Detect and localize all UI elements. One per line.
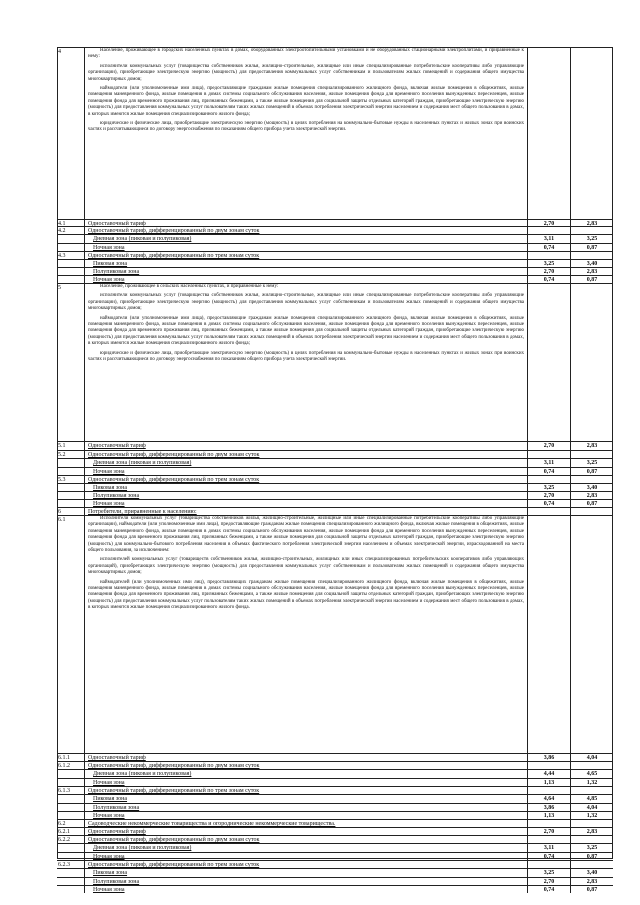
tariff-value-period-2: 2,83 (570, 442, 613, 450)
description-paragraph: Исполнители коммунальных услуг (товарищества собственников жилья, жилищно-строительные, жилищные или иные специализированные потребительские кооперативы либо управляющие организации), наймодатели (или уполномоченные ими лица), предоставляющие гражданам жилые помещения специализированного жилищного фонда, включая жилые помещения в общежитиях, жилые помещения маневренного фонда, жилые помещения в домах системы социального обслуживания населения, жилые помещения фонда для временного поселения вынужденных переселенцев, жилые помещения фонда для временного проживания лиц, признанных беженцами, а также жилые помещения для социальной защиты отдельных категорий граждан, приобретающие электрическую энергию (мощность) для коммунально-бытового потребления населения в объемах фактического потребления электрической энергии населением и объемах электрической энергии, израсходованной на места общего пользования, за исключением: (88, 516, 524, 554)
tariff-value-period-1: 3,25 (527, 869, 570, 877)
tariff-value-period-1: 2,70 (527, 878, 570, 885)
row-label-text: Одноставочный тариф, дифференцированный по двум зонам суток (88, 837, 260, 843)
tariff-value-period-1: 3,11 (527, 459, 570, 467)
row-number: 4 (57, 48, 85, 219)
row-label (85, 878, 527, 885)
row-description (85, 516, 527, 753)
table-row (57, 47, 613, 219)
tariff-value-period-2 (570, 284, 613, 441)
row-label (85, 500, 527, 507)
tariff-value-period-2 (570, 252, 613, 259)
row-label-text: Полупиковая зона (93, 805, 140, 811)
row-label (85, 770, 527, 778)
row-number: 6.2.3 (57, 861, 85, 868)
row-label (85, 754, 527, 761)
row-number (57, 770, 85, 778)
row-label-text: Ночная зона (93, 780, 125, 786)
row-number (57, 484, 85, 491)
table-row (57, 827, 613, 835)
row-label (85, 459, 527, 467)
row-label-text: Одноставочный тариф, дифференцированный по двум зонам суток (88, 763, 260, 769)
tariff-value-period-2: 0,87 (570, 853, 613, 860)
table-row (57, 251, 613, 259)
row-number: 4.2 (57, 227, 85, 234)
tariff-value-period-2 (570, 861, 613, 868)
row-number (57, 500, 85, 507)
table-row (57, 283, 613, 441)
table-row (57, 761, 613, 769)
row-number (57, 853, 85, 860)
row-number (57, 779, 85, 786)
description-paragraph: юридические и физические лица, приобретающие электрическую энергию (мощность) в целях потребления на коммунально-бытовые нужды в населенных пунктах и жилых зонах при воинских частях и рассчитывающиеся по договору энергоснабжения по показаниям общего прибора учета электрической энергии. (88, 121, 524, 133)
row-number: 6.2 (57, 820, 85, 827)
tariff-value-period-2 (570, 508, 613, 515)
tariff-value-period-2 (570, 820, 613, 827)
row-label (85, 468, 527, 475)
description-paragraph: наймодатели (или уполномоченные ими лица), предоставляющие гражданам жилые помещения специализированного жилищного фонда, включая жилые помещения в общежитиях, жилые помещения маневренного фонда, жилые помещения в домах системы социального обслуживания населения, жилые помещения фонда для временного поселения вынужденных переселенцев, жилые помещения фонда для временного проживания лиц, признанных беженцами, а также жилые помещения для социальной защиты отдельных категорий граждан, приобретающие электрическую энергию (мощность) для предоставления коммунальных услуг пользователям таких жилых помещений в объемах потребления электрической энергии населением и содержания мест общего пользования в домах, в которых имеются жилые помещения специализированного жилого фонда; (88, 315, 524, 347)
row-label (85, 861, 527, 868)
row-label-text: Пиковая зона (93, 796, 128, 802)
row-label (85, 492, 527, 499)
tariff-value-period-1 (527, 762, 570, 769)
row-number: 6.1.2 (57, 762, 85, 769)
row-label-text: Одноставочный тариф (88, 829, 146, 835)
tariff-value-period-1 (527, 820, 570, 827)
table-row (57, 769, 613, 778)
tariff-value-period-2: 4,04 (570, 804, 613, 811)
row-label-text: Ночная зона (93, 887, 125, 893)
table-row (57, 507, 613, 515)
tariff-value-period-2 (570, 227, 613, 234)
description-paragraph: Население, проживающее в городских населенных пунктах в домах, оборудованных электроотопительными установками и не оборудованных стационарными электроплитами, и приравненные к нему: (88, 48, 524, 60)
row-description (85, 48, 527, 219)
row-label (85, 828, 527, 835)
row-label (85, 779, 527, 786)
row-label (85, 235, 527, 243)
row-number: 6 (57, 508, 85, 515)
tariff-value-period-1 (527, 451, 570, 458)
row-number: 4.3 (57, 252, 85, 259)
row-number (57, 268, 85, 275)
row-label-text: Ночная зона (93, 245, 125, 251)
table-row (57, 819, 613, 827)
tariff-value-period-2 (570, 516, 613, 753)
row-number (57, 804, 85, 811)
tariff-value-period-1 (527, 476, 570, 483)
tariff-value-period-2: 3,40 (570, 484, 613, 491)
row-label (85, 886, 527, 893)
row-number: 6.2.1 (57, 828, 85, 835)
row-label-text: Ночная зона (93, 469, 125, 475)
row-label-text: Дневная зона (пиковая и полупиковая) (93, 236, 192, 242)
tariff-value-period-1: 3,11 (527, 844, 570, 852)
table-row (57, 259, 613, 267)
row-label-text: Одноставочный тариф (88, 755, 146, 761)
row-label (85, 476, 527, 483)
tariff-value-period-1: 0,74 (527, 468, 570, 475)
row-label-text: Одноставочный тариф, дифференцированный по трем зонам суток (88, 788, 260, 794)
row-label (85, 853, 527, 860)
row-label (85, 844, 527, 852)
description-paragraph: наймодателей (или уполномоченных ими лиц), предоставляющих гражданам жилые помещения специализированного жилищного фонда, включая жилые помещения в общежитиях, жилые помещения маневренного фонда, жилые помещения в домах системы социального обслуживания населения, жилые помещения фонда для временного поселения вынужденных переселенцев, жилые помещения фонда для временного проживания лиц, признанных беженцами, а также жилые помещения для социальной защиты отдельных категорий граждан, приобретающих электрическую энергию (мощность) для предоставления коммунальных услуг пользователям таких жилых помещений в объемах потребления электрической энергии населением и содержания мест общего пользования в домах, в которых имеются жилые помещения специализированного жилого фонда. (88, 579, 524, 611)
row-label (85, 804, 527, 811)
row-label-text: Дневная зона (пиковая и полупиковая) (93, 460, 192, 466)
row-label-text: Одноставочный тариф, дифференцированный по трем зонам суток (88, 862, 260, 868)
row-label-text: Полупиковая зона (93, 493, 140, 499)
row-number: 6.1.3 (57, 787, 85, 794)
tariff-value-period-1 (527, 48, 570, 219)
tariff-value-period-2 (570, 836, 613, 843)
table-row (57, 835, 613, 843)
row-label-text: Ночная зона (93, 501, 125, 507)
tariff-value-period-2: 0,87 (570, 276, 613, 283)
tariff-value-period-2: 2,83 (570, 220, 613, 226)
tariff-value-period-2: 0,87 (570, 500, 613, 507)
table-row (57, 877, 613, 885)
tariff-value-period-1: 3,11 (527, 235, 570, 243)
table-row (57, 860, 613, 868)
table-row (57, 450, 613, 458)
tariff-value-period-1 (527, 508, 570, 515)
tariff-value-period-2: 2,83 (570, 268, 613, 275)
tariff-value-period-2: 1,32 (570, 812, 613, 819)
table-row (57, 885, 613, 893)
tariff-value-period-2: 2,83 (570, 828, 613, 835)
tariff-value-period-1: 3,25 (527, 484, 570, 491)
tariff-value-period-1: 2,70 (527, 268, 570, 275)
table-row (57, 467, 613, 475)
row-label-text: Ночная зона (93, 277, 125, 283)
tariff-value-period-2: 0,87 (570, 886, 613, 893)
row-label-text: Пиковая зона (93, 261, 128, 267)
tariff-value-period-1: 2,70 (527, 442, 570, 450)
table-row (57, 803, 613, 811)
tariff-value-period-2: 0,87 (570, 468, 613, 475)
table-row (57, 794, 613, 803)
tariff-value-period-1 (527, 227, 570, 234)
tariff-value-period-1: 3,25 (527, 260, 570, 267)
description-paragraph: Население, проживающее в сельских населенных пунктах, и приравненные к нему: (100, 284, 279, 289)
tariff-value-period-2: 0,87 (570, 244, 613, 251)
tariff-value-period-1 (527, 861, 570, 868)
row-label (85, 268, 527, 275)
tariff-value-period-2 (570, 48, 613, 219)
row-number (57, 244, 85, 251)
row-label-text: Дневная зона (пиковая и полупиковая) (93, 771, 192, 777)
row-label-text: Одноставочный тариф, дифференцированный по трем зонам суток (88, 477, 260, 483)
tariff-value-period-1: 3,86 (527, 754, 570, 761)
row-label-text: Ночная зона (93, 854, 125, 860)
row-label (85, 795, 527, 803)
row-number (57, 276, 85, 283)
table-row (57, 778, 613, 786)
table-row (57, 243, 613, 251)
row-label-text: Полупиковая зона (93, 269, 140, 275)
row-number: 5.1 (57, 442, 85, 450)
row-number: 6.1.1 (57, 754, 85, 761)
row-number (57, 869, 85, 877)
row-number (57, 844, 85, 852)
tariff-value-period-1: 0,74 (527, 276, 570, 283)
row-label-text: Потребители, приравненные к населению: (88, 509, 197, 515)
row-number: 5.2 (57, 451, 85, 458)
tariff-value-period-2: 3,25 (570, 235, 613, 243)
row-label-text: Дневная зона (пиковая и полупиковая) (93, 845, 192, 851)
table-row (57, 843, 613, 852)
row-label (85, 260, 527, 267)
tariff-value-period-2: 1,32 (570, 779, 613, 786)
row-number (57, 795, 85, 803)
row-label (85, 836, 527, 843)
tariff-value-period-2: 3,25 (570, 844, 613, 852)
row-number (57, 260, 85, 267)
table-row (57, 483, 613, 491)
description-paragraph: исполнители коммунальных услуг (товарищества собственников жилья, жилищно-строительные, жилищные или иные специализированные потребительские кооперативы либо управляющие организации), приобретающие электрическую энергию (мощность) для предоставления коммунальных услуг собственникам и пользователям жилых помещений и содержания общего имущества многоквартирных домов; (88, 63, 524, 82)
row-label-text: Садоводческие некоммерческие товарищества и огороднические некоммерческие товарищества. (88, 821, 336, 827)
tariff-value-period-2: 3,25 (570, 459, 613, 467)
tariff-value-period-1: 1,13 (527, 779, 570, 786)
tariff-value-period-2 (570, 762, 613, 769)
table-row (57, 226, 613, 234)
tariff-value-period-2: 3,40 (570, 869, 613, 877)
table-row (57, 753, 613, 761)
row-number: 5.3 (57, 476, 85, 483)
tariff-value-period-2: 4,65 (570, 770, 613, 778)
row-label-text: Пиковая зона (93, 870, 128, 876)
tariff-value-period-1 (527, 836, 570, 843)
description-paragraph: исполнители коммунальных услуг (товарищества собственников жилья, жилищно-строительные, жилищные или иные специализированные потребительские кооперативы либо управляющие организации), приобретающие электрическую энергию (мощность) для предоставления коммунальных услуг собственникам и пользователям жилых помещений и содержания общего имущества многоквартирных домов; (88, 293, 524, 312)
row-number: 4.1 (57, 220, 85, 226)
row-label-text: Одноставочный тариф, дифференцированный по двум зонам суток (88, 228, 260, 234)
table-row (57, 499, 613, 507)
row-number (57, 468, 85, 475)
table-row (57, 852, 613, 860)
row-label-text: Ночная зона (93, 813, 125, 819)
row-label (85, 812, 527, 819)
table-row (57, 219, 613, 226)
row-label (85, 508, 527, 515)
row-label (85, 787, 527, 794)
description-paragraph: наймодатели (или уполномоченные ими лица), предоставляющие гражданам жилые помещения специализированного жилищного фонда, включая жилые помещения в общежитиях, жилые помещения маневренного фонда, жилые помещения в домах системы социального обслуживания населения, жилые помещения фонда для временного поселения вынужденных переселенцев, жилые помещения фонда для временного проживания лиц, признанных беженцами, а также жилые помещения для социальной защиты отдельных категорий граждан, приобретающие электрическую энергию (мощность) для предоставления коммунальных услуг пользователям таких жилых помещений в объемах потребления электрической энергии населением и содержания мест общего пользования в домах, в которых имеются жилые помещения специализированного жилого фонда; (88, 86, 524, 117)
tariff-value-period-2 (570, 451, 613, 458)
tariff-value-period-2 (570, 476, 613, 483)
tariff-value-period-1 (527, 787, 570, 794)
tariff-value-period-1: 1,13 (527, 812, 570, 819)
row-label (85, 276, 527, 283)
table-row (57, 811, 613, 819)
tariff-value-period-1: 2,70 (527, 492, 570, 499)
row-label-text: Полупиковая зона (93, 879, 140, 885)
tariff-value-period-2: 2,83 (570, 492, 613, 499)
row-label-text: Одноставочный тариф, дифференцированный по двум зонам суток (88, 452, 260, 458)
tariff-value-period-1 (527, 516, 570, 753)
row-label (85, 244, 527, 251)
tariff-value-period-2: 3,40 (570, 260, 613, 267)
table-row (57, 515, 613, 753)
row-number: 6.1 (57, 516, 85, 753)
row-label (85, 451, 527, 458)
table-row (57, 267, 613, 275)
table-row (57, 275, 613, 283)
row-number (57, 886, 85, 893)
tariff-value-period-1: 2,70 (527, 220, 570, 226)
row-number (57, 492, 85, 499)
row-number (57, 878, 85, 885)
table-row (57, 868, 613, 877)
table-row (57, 234, 613, 243)
row-number: 6.2.2 (57, 836, 85, 843)
row-number (57, 459, 85, 467)
row-number (57, 812, 85, 819)
row-label (85, 227, 527, 234)
tariff-value-period-2: 4,04 (570, 754, 613, 761)
tariff-value-period-1: 3,86 (527, 804, 570, 811)
tariff-value-period-1: 0,74 (527, 853, 570, 860)
tariff-value-period-1: 0,74 (527, 886, 570, 893)
row-label (85, 762, 527, 769)
description-paragraph: исполнителей коммунальных услуг (товариществ собственников жилья, жилищно-строительных, жилищных или иных специализированных потребительских кооперативов либо управляющих организаций), приобретающих электрическую энергию (мощность) для предоставления коммунальных услуг собственникам и пользователям жилых помещений и содержания общего имущества многоквартирных домов; (88, 557, 524, 576)
table-row (57, 475, 613, 483)
row-label (85, 820, 527, 827)
table-row (57, 441, 613, 450)
table-row (57, 458, 613, 467)
table-row (57, 786, 613, 794)
row-label (85, 252, 527, 259)
row-label (85, 442, 527, 450)
tariff-value-period-2 (570, 787, 613, 794)
row-label-text: Одноставочный тариф (88, 443, 146, 449)
row-label-text: Пиковая зона (93, 485, 128, 491)
row-number: 5 (57, 284, 85, 441)
tariff-value-period-2: 2,83 (570, 878, 613, 885)
tariff-value-period-1 (527, 284, 570, 441)
tariff-value-period-1: 2,70 (527, 828, 570, 835)
row-number (57, 235, 85, 243)
tariff-value-period-1: 4,64 (527, 795, 570, 803)
tariff-value-period-2: 4,85 (570, 795, 613, 803)
row-label (85, 869, 527, 877)
tariff-value-period-1: 0,74 (527, 244, 570, 251)
tariff-value-period-1: 0,74 (527, 500, 570, 507)
tariff-value-period-1 (527, 252, 570, 259)
description-paragraph: юридические и физические лица, приобретающие электрическую энергию (мощность) в целях потребления на коммунально-бытовые нужды в населенных пунктах и жилых зонах при воинских частях и рассчитывающиеся по договору энергоснабжения по показаниям общего прибора учета электрической энергии. (88, 350, 524, 363)
row-label-text: Одноставочный тариф (88, 221, 146, 226)
row-description (85, 284, 527, 441)
tariff-table (57, 47, 613, 893)
tariff-value-period-1: 4,44 (527, 770, 570, 778)
row-label-text: Одноставочный тариф, дифференцированный по трем зонам суток (88, 253, 260, 259)
row-label (85, 484, 527, 491)
table-row (57, 491, 613, 499)
